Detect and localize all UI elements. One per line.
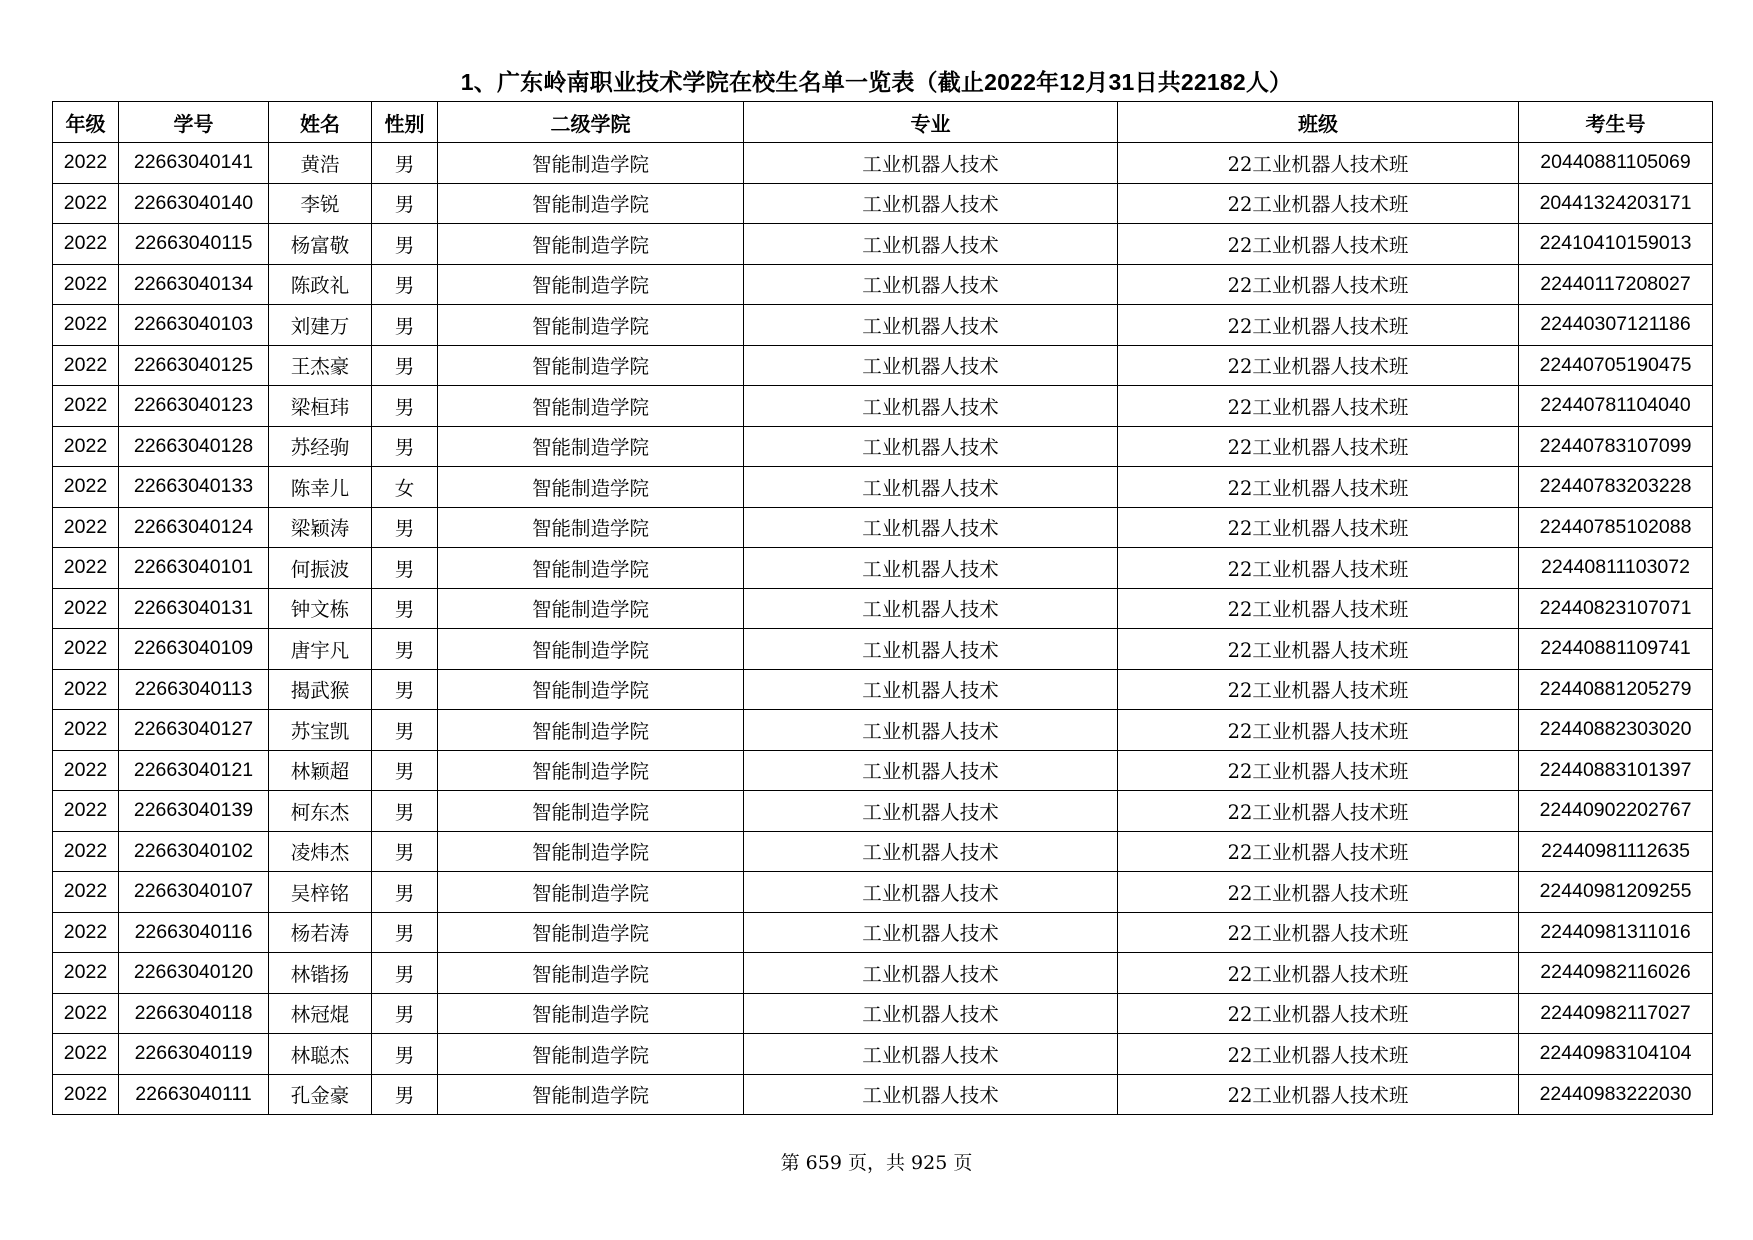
exam-number-cell: 22440811103072 bbox=[1519, 548, 1713, 589]
name-cell: 林锴扬 bbox=[269, 953, 372, 994]
class-cell: 22工业机器人技术班 bbox=[1118, 386, 1519, 427]
major-cell: 工业机器人技术 bbox=[744, 143, 1118, 184]
college-cell: 智能制造学院 bbox=[438, 953, 744, 994]
student-id-cell: 22663040140 bbox=[119, 183, 269, 224]
major-cell: 工业机器人技术 bbox=[744, 588, 1118, 629]
gender-cell: 男 bbox=[372, 629, 438, 670]
exam-number-cell: 20440881105069 bbox=[1519, 143, 1713, 184]
major-cell: 工业机器人技术 bbox=[744, 507, 1118, 548]
header-name: 姓名 bbox=[269, 102, 372, 143]
name-cell: 苏宝凯 bbox=[269, 710, 372, 751]
table-row bbox=[53, 872, 1713, 913]
student-id-cell: 22663040107 bbox=[119, 872, 269, 913]
major-cell: 工业机器人技术 bbox=[744, 750, 1118, 791]
header-major: 专业 bbox=[744, 102, 1118, 143]
major-cell: 工业机器人技术 bbox=[744, 224, 1118, 265]
student-id-cell: 22663040115 bbox=[119, 224, 269, 265]
table-row bbox=[53, 143, 1713, 184]
class-cell: 22工业机器人技术班 bbox=[1118, 750, 1519, 791]
college-cell: 智能制造学院 bbox=[438, 750, 744, 791]
class-cell: 22工业机器人技术班 bbox=[1118, 953, 1519, 994]
college-cell: 智能制造学院 bbox=[438, 386, 744, 427]
exam-number-cell: 22440307121186 bbox=[1519, 305, 1713, 346]
table-row bbox=[53, 1074, 1713, 1115]
gender-cell: 男 bbox=[372, 264, 438, 305]
student-id-cell: 22663040109 bbox=[119, 629, 269, 670]
header-student-id: 学号 bbox=[119, 102, 269, 143]
grade-cell: 2022 bbox=[53, 791, 119, 832]
student-id-cell: 22663040139 bbox=[119, 791, 269, 832]
gender-cell: 男 bbox=[372, 831, 438, 872]
grade-cell: 2022 bbox=[53, 669, 119, 710]
exam-number-cell: 22440981311016 bbox=[1519, 912, 1713, 953]
table-row bbox=[53, 224, 1713, 265]
table-row bbox=[53, 750, 1713, 791]
student-id-cell: 22663040102 bbox=[119, 831, 269, 872]
exam-number-cell: 22440883101397 bbox=[1519, 750, 1713, 791]
grade-cell: 2022 bbox=[53, 548, 119, 589]
exam-number-cell: 22410410159013 bbox=[1519, 224, 1713, 265]
class-cell: 22工业机器人技术班 bbox=[1118, 426, 1519, 467]
gender-cell: 男 bbox=[372, 912, 438, 953]
college-cell: 智能制造学院 bbox=[438, 1074, 744, 1115]
college-cell: 智能制造学院 bbox=[438, 791, 744, 832]
header-class: 班级 bbox=[1118, 102, 1519, 143]
class-cell: 22工业机器人技术班 bbox=[1118, 588, 1519, 629]
exam-number-cell: 22440983104104 bbox=[1519, 1034, 1713, 1075]
grade-cell: 2022 bbox=[53, 872, 119, 913]
college-cell: 智能制造学院 bbox=[438, 993, 744, 1034]
student-id-cell: 22663040125 bbox=[119, 345, 269, 386]
name-cell: 梁桓玮 bbox=[269, 386, 372, 427]
gender-cell: 男 bbox=[372, 183, 438, 224]
name-cell: 何振波 bbox=[269, 548, 372, 589]
name-cell: 柯东杰 bbox=[269, 791, 372, 832]
header-grade: 年级 bbox=[53, 102, 119, 143]
table-row bbox=[53, 345, 1713, 386]
gender-cell: 男 bbox=[372, 872, 438, 913]
grade-cell: 2022 bbox=[53, 224, 119, 265]
name-cell: 吴梓铭 bbox=[269, 872, 372, 913]
name-cell: 杨富敬 bbox=[269, 224, 372, 265]
student-id-cell: 22663040116 bbox=[119, 912, 269, 953]
gender-cell: 男 bbox=[372, 669, 438, 710]
major-cell: 工业机器人技术 bbox=[744, 426, 1118, 467]
class-cell: 22工业机器人技术班 bbox=[1118, 710, 1519, 751]
major-cell: 工业机器人技术 bbox=[744, 710, 1118, 751]
grade-cell: 2022 bbox=[53, 467, 119, 508]
major-cell: 工业机器人技术 bbox=[744, 953, 1118, 994]
exam-number-cell: 22440783203228 bbox=[1519, 467, 1713, 508]
gender-cell: 男 bbox=[372, 224, 438, 265]
table-row bbox=[53, 912, 1713, 953]
grade-cell: 2022 bbox=[53, 345, 119, 386]
table-row bbox=[53, 791, 1713, 832]
exam-number-cell: 22440785102088 bbox=[1519, 507, 1713, 548]
gender-cell: 男 bbox=[372, 507, 438, 548]
gender-cell: 男 bbox=[372, 386, 438, 427]
college-cell: 智能制造学院 bbox=[438, 143, 744, 184]
header-gender: 性别 bbox=[372, 102, 438, 143]
grade-cell: 2022 bbox=[53, 1074, 119, 1115]
gender-cell: 男 bbox=[372, 143, 438, 184]
gender-cell: 男 bbox=[372, 750, 438, 791]
table-row bbox=[53, 993, 1713, 1034]
major-cell: 工业机器人技术 bbox=[744, 912, 1118, 953]
table-row bbox=[53, 467, 1713, 508]
exam-number-cell: 20441324203171 bbox=[1519, 183, 1713, 224]
student-id-cell: 22663040103 bbox=[119, 305, 269, 346]
class-cell: 22工业机器人技术班 bbox=[1118, 183, 1519, 224]
grade-cell: 2022 bbox=[53, 953, 119, 994]
exam-number-cell: 22440881109741 bbox=[1519, 629, 1713, 670]
college-cell: 智能制造学院 bbox=[438, 710, 744, 751]
table-row bbox=[53, 629, 1713, 670]
student-id-cell: 22663040141 bbox=[119, 143, 269, 184]
page-title: 1、广东岭南职业技术学院在校生名单一览表（截止2022年12月31日共22182人） bbox=[460, 69, 1293, 95]
table-row bbox=[53, 588, 1713, 629]
student-id-cell: 22663040134 bbox=[119, 264, 269, 305]
class-cell: 22工业机器人技术班 bbox=[1118, 548, 1519, 589]
student-id-cell: 22663040124 bbox=[119, 507, 269, 548]
major-cell: 工业机器人技术 bbox=[744, 183, 1118, 224]
grade-cell: 2022 bbox=[53, 750, 119, 791]
name-cell: 林颖超 bbox=[269, 750, 372, 791]
name-cell: 杨若涛 bbox=[269, 912, 372, 953]
student-roster-table bbox=[52, 101, 1713, 1115]
student-id-cell: 22663040128 bbox=[119, 426, 269, 467]
class-cell: 22工业机器人技术班 bbox=[1118, 831, 1519, 872]
page-number-text: 第 659 页，共 925 页 bbox=[780, 1152, 973, 1174]
gender-cell: 男 bbox=[372, 426, 438, 467]
gender-cell: 男 bbox=[372, 305, 438, 346]
student-id-cell: 22663040127 bbox=[119, 710, 269, 751]
exam-number-cell: 22440982116026 bbox=[1519, 953, 1713, 994]
grade-cell: 2022 bbox=[53, 507, 119, 548]
major-cell: 工业机器人技术 bbox=[744, 872, 1118, 913]
college-cell: 智能制造学院 bbox=[438, 224, 744, 265]
major-cell: 工业机器人技术 bbox=[744, 467, 1118, 508]
header-college: 二级学院 bbox=[438, 102, 744, 143]
table-row bbox=[53, 953, 1713, 994]
college-cell: 智能制造学院 bbox=[438, 912, 744, 953]
college-cell: 智能制造学院 bbox=[438, 264, 744, 305]
college-cell: 智能制造学院 bbox=[438, 831, 744, 872]
table-row bbox=[53, 1034, 1713, 1075]
gender-cell: 女 bbox=[372, 467, 438, 508]
exam-number-cell: 22440781104040 bbox=[1519, 386, 1713, 427]
table-row bbox=[53, 386, 1713, 427]
major-cell: 工业机器人技术 bbox=[744, 993, 1118, 1034]
name-cell: 孔金豪 bbox=[269, 1074, 372, 1115]
grade-cell: 2022 bbox=[53, 993, 119, 1034]
grade-cell: 2022 bbox=[53, 831, 119, 872]
college-cell: 智能制造学院 bbox=[438, 467, 744, 508]
student-id-cell: 22663040113 bbox=[119, 669, 269, 710]
gender-cell: 男 bbox=[372, 710, 438, 751]
college-cell: 智能制造学院 bbox=[438, 548, 744, 589]
gender-cell: 男 bbox=[372, 588, 438, 629]
class-cell: 22工业机器人技术班 bbox=[1118, 467, 1519, 508]
grade-cell: 2022 bbox=[53, 264, 119, 305]
name-cell: 李锐 bbox=[269, 183, 372, 224]
name-cell: 凌炜杰 bbox=[269, 831, 372, 872]
exam-number-cell: 22440981112635 bbox=[1519, 831, 1713, 872]
class-cell: 22工业机器人技术班 bbox=[1118, 791, 1519, 832]
gender-cell: 男 bbox=[372, 1074, 438, 1115]
student-id-cell: 22663040123 bbox=[119, 386, 269, 427]
exam-number-cell: 22440823107071 bbox=[1519, 588, 1713, 629]
table-row bbox=[53, 426, 1713, 467]
major-cell: 工业机器人技术 bbox=[744, 305, 1118, 346]
student-id-cell: 22663040120 bbox=[119, 953, 269, 994]
major-cell: 工业机器人技术 bbox=[744, 345, 1118, 386]
major-cell: 工业机器人技术 bbox=[744, 629, 1118, 670]
name-cell: 刘建万 bbox=[269, 305, 372, 346]
grade-cell: 2022 bbox=[53, 912, 119, 953]
major-cell: 工业机器人技术 bbox=[744, 1034, 1118, 1075]
name-cell: 梁颖涛 bbox=[269, 507, 372, 548]
table-row bbox=[53, 264, 1713, 305]
exam-number-cell: 22440783107099 bbox=[1519, 426, 1713, 467]
name-cell: 苏经驹 bbox=[269, 426, 372, 467]
major-cell: 工业机器人技术 bbox=[744, 548, 1118, 589]
class-cell: 22工业机器人技术班 bbox=[1118, 1034, 1519, 1075]
exam-number-cell: 22440117208027 bbox=[1519, 264, 1713, 305]
table-row bbox=[53, 831, 1713, 872]
student-id-cell: 22663040119 bbox=[119, 1034, 269, 1075]
grade-cell: 2022 bbox=[53, 588, 119, 629]
gender-cell: 男 bbox=[372, 791, 438, 832]
class-cell: 22工业机器人技术班 bbox=[1118, 143, 1519, 184]
name-cell: 唐宇凡 bbox=[269, 629, 372, 670]
name-cell: 林聪杰 bbox=[269, 1034, 372, 1075]
grade-cell: 2022 bbox=[53, 426, 119, 467]
name-cell: 黄浩 bbox=[269, 143, 372, 184]
major-cell: 工业机器人技术 bbox=[744, 386, 1118, 427]
exam-number-cell: 22440705190475 bbox=[1519, 345, 1713, 386]
class-cell: 22工业机器人技术班 bbox=[1118, 1074, 1519, 1115]
college-cell: 智能制造学院 bbox=[438, 588, 744, 629]
college-cell: 智能制造学院 bbox=[438, 1034, 744, 1075]
class-cell: 22工业机器人技术班 bbox=[1118, 345, 1519, 386]
name-cell: 揭武猴 bbox=[269, 669, 372, 710]
student-id-cell: 22663040131 bbox=[119, 588, 269, 629]
table-body bbox=[53, 143, 1713, 1115]
student-id-cell: 22663040101 bbox=[119, 548, 269, 589]
name-cell: 陈幸儿 bbox=[269, 467, 372, 508]
gender-cell: 男 bbox=[372, 993, 438, 1034]
class-cell: 22工业机器人技术班 bbox=[1118, 912, 1519, 953]
class-cell: 22工业机器人技术班 bbox=[1118, 872, 1519, 913]
college-cell: 智能制造学院 bbox=[438, 345, 744, 386]
grade-cell: 2022 bbox=[53, 183, 119, 224]
major-cell: 工业机器人技术 bbox=[744, 264, 1118, 305]
major-cell: 工业机器人技术 bbox=[744, 1074, 1118, 1115]
class-cell: 22工业机器人技术班 bbox=[1118, 264, 1519, 305]
table-row bbox=[53, 507, 1713, 548]
class-cell: 22工业机器人技术班 bbox=[1118, 993, 1519, 1034]
class-cell: 22工业机器人技术班 bbox=[1118, 305, 1519, 346]
grade-cell: 2022 bbox=[53, 710, 119, 751]
exam-number-cell: 22440981209255 bbox=[1519, 872, 1713, 913]
name-cell: 林冠焜 bbox=[269, 993, 372, 1034]
class-cell: 22工业机器人技术班 bbox=[1118, 507, 1519, 548]
page-footer bbox=[0, 1148, 1753, 1175]
grade-cell: 2022 bbox=[53, 629, 119, 670]
class-cell: 22工业机器人技术班 bbox=[1118, 629, 1519, 670]
exam-number-cell: 22440902202767 bbox=[1519, 791, 1713, 832]
table-row bbox=[53, 183, 1713, 224]
college-cell: 智能制造学院 bbox=[438, 669, 744, 710]
header-exam-number: 考生号 bbox=[1519, 102, 1713, 143]
gender-cell: 男 bbox=[372, 1034, 438, 1075]
name-cell: 陈政礼 bbox=[269, 264, 372, 305]
college-cell: 智能制造学院 bbox=[438, 305, 744, 346]
major-cell: 工业机器人技术 bbox=[744, 831, 1118, 872]
student-id-cell: 22663040133 bbox=[119, 467, 269, 508]
grade-cell: 2022 bbox=[53, 386, 119, 427]
college-cell: 智能制造学院 bbox=[438, 872, 744, 913]
exam-number-cell: 22440881205279 bbox=[1519, 669, 1713, 710]
gender-cell: 男 bbox=[372, 345, 438, 386]
exam-number-cell: 22440982117027 bbox=[1519, 993, 1713, 1034]
table-header-row bbox=[53, 102, 1713, 143]
major-cell: 工业机器人技术 bbox=[744, 791, 1118, 832]
student-id-cell: 22663040111 bbox=[119, 1074, 269, 1115]
gender-cell: 男 bbox=[372, 548, 438, 589]
table-row bbox=[53, 305, 1713, 346]
table-row bbox=[53, 548, 1713, 589]
grade-cell: 2022 bbox=[53, 1034, 119, 1075]
grade-cell: 2022 bbox=[53, 305, 119, 346]
exam-number-cell: 22440882303020 bbox=[1519, 710, 1713, 751]
table-row bbox=[53, 669, 1713, 710]
college-cell: 智能制造学院 bbox=[438, 507, 744, 548]
name-cell: 钟文栋 bbox=[269, 588, 372, 629]
college-cell: 智能制造学院 bbox=[438, 183, 744, 224]
gender-cell: 男 bbox=[372, 953, 438, 994]
exam-number-cell: 22440983222030 bbox=[1519, 1074, 1713, 1115]
table-row bbox=[53, 710, 1713, 751]
college-cell: 智能制造学院 bbox=[438, 629, 744, 670]
class-cell: 22工业机器人技术班 bbox=[1118, 669, 1519, 710]
class-cell: 22工业机器人技术班 bbox=[1118, 224, 1519, 265]
student-id-cell: 22663040118 bbox=[119, 993, 269, 1034]
name-cell: 王杰豪 bbox=[269, 345, 372, 386]
student-id-cell: 22663040121 bbox=[119, 750, 269, 791]
major-cell: 工业机器人技术 bbox=[744, 669, 1118, 710]
grade-cell: 2022 bbox=[53, 143, 119, 184]
college-cell: 智能制造学院 bbox=[438, 426, 744, 467]
